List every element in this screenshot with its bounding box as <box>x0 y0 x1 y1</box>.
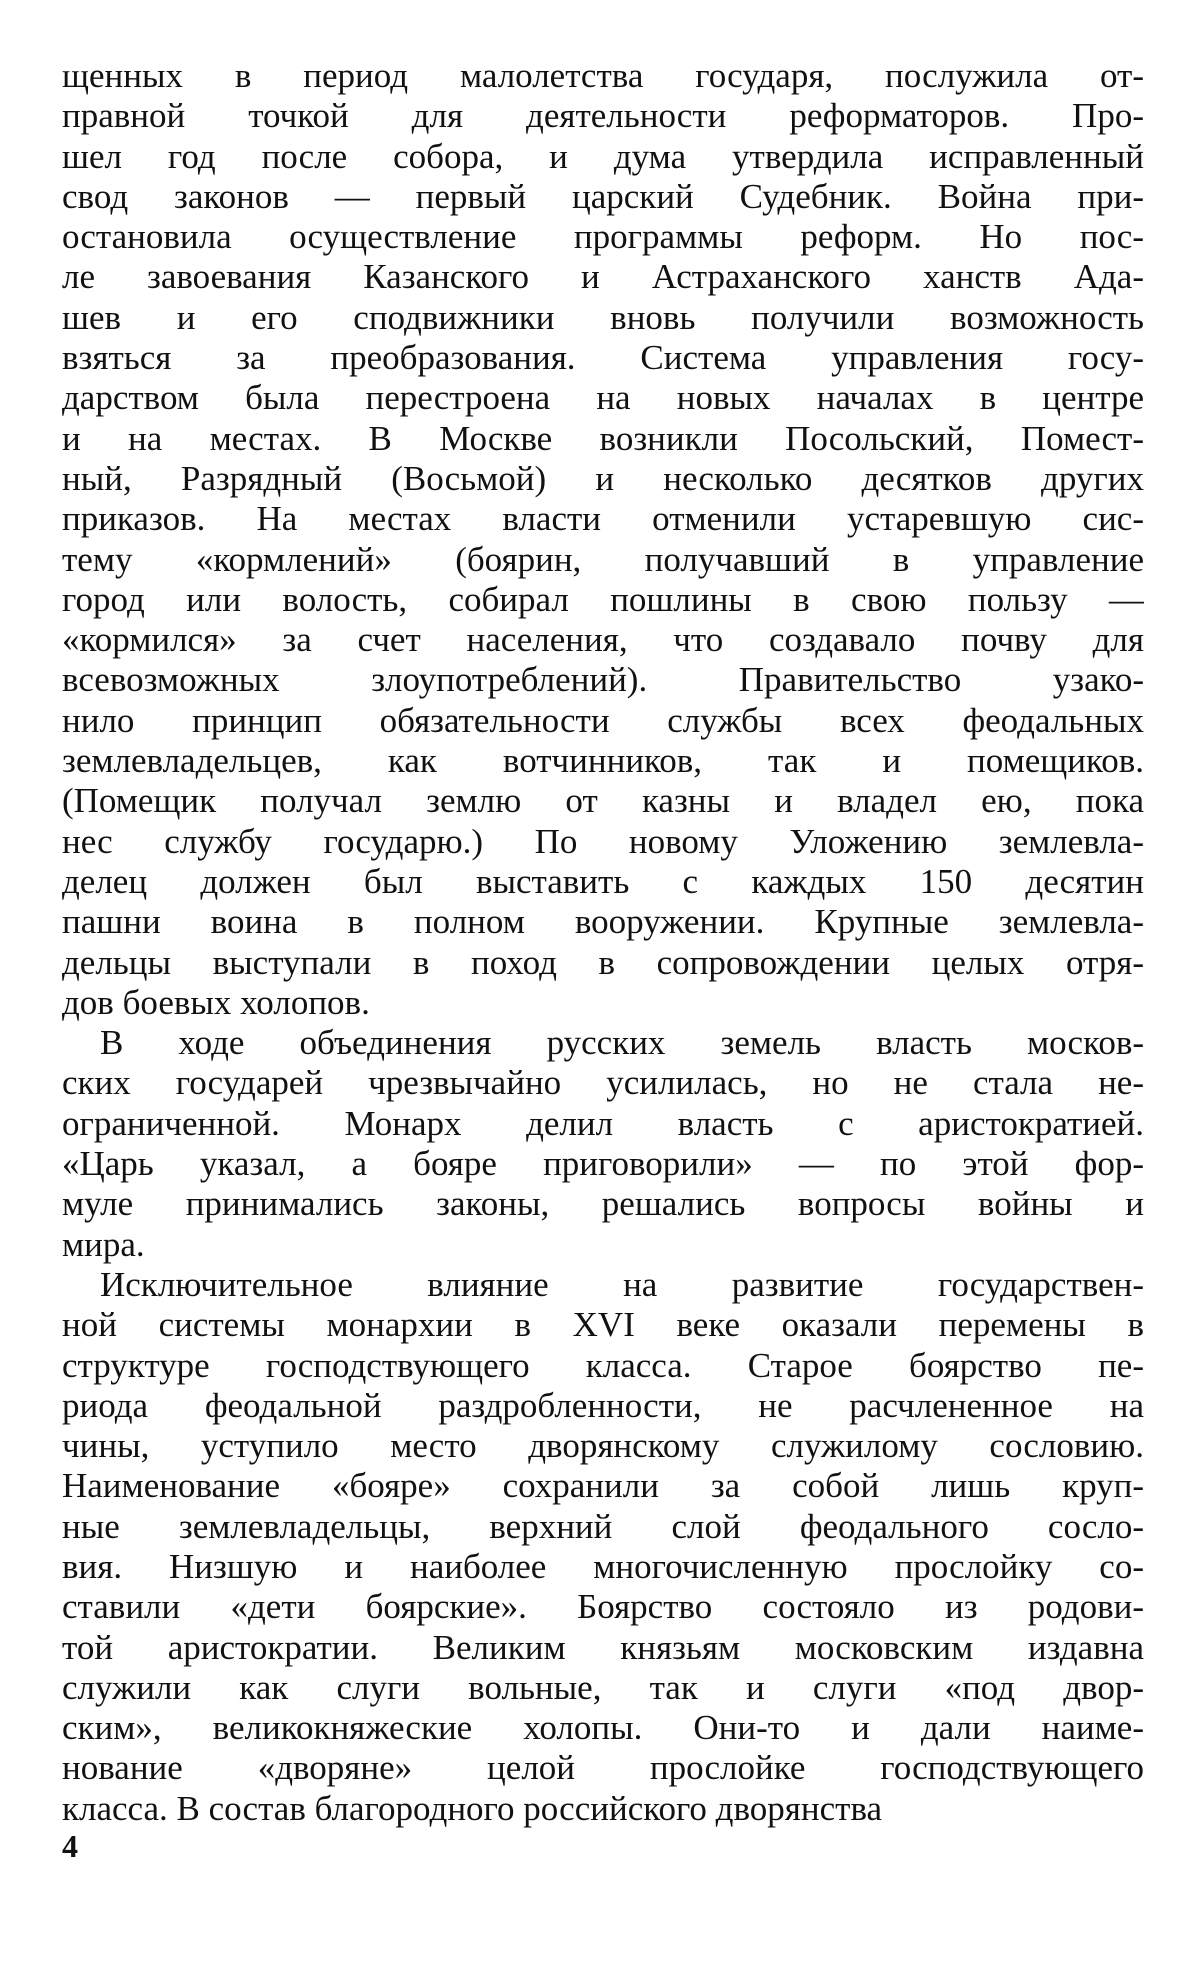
text-line: свод законов — первый царский Судебник. Война при- <box>62 176 1144 216</box>
text-line: дов боевых холопов. <box>62 982 370 1022</box>
text-line: шев и его сподвижники вновь получили возможность <box>62 297 1144 337</box>
text-line: мира. <box>62 1224 145 1264</box>
text-line: Исключительное влияние на развитие государствен- <box>100 1264 1144 1304</box>
text-line: правной точкой для деятельности реформаторов. Про- <box>62 96 1144 136</box>
document-page <box>62 56 1144 1829</box>
text-line: служили как слуги вольные, так и слуги «под двор- <box>62 1667 1144 1707</box>
text-line: приказов. На местах власти отменили устаревшую сис- <box>62 499 1144 539</box>
text-line: «Царь указал, а бояре приговорили» — по этой фор- <box>62 1144 1144 1184</box>
text-line: структуре господствующего класса. Старое боярство пе- <box>62 1345 1144 1385</box>
paragraph <box>62 56 1144 1023</box>
text-line: ским», великокняжеские холопы. Они-то и дали наиме- <box>62 1708 1144 1748</box>
text-line: В ходе объединения русских земель власть москов- <box>100 1023 1144 1063</box>
text-line: вия. Низшую и наиболее многочисленную прослойку со- <box>62 1546 1144 1586</box>
text-line: ные землевладельцы, верхний слой феодального сосло- <box>62 1506 1144 1546</box>
text-line: (Помещик получал землю от казны и владел ею, пока <box>62 781 1144 821</box>
text-line: взяться за преобразования. Система управления госу- <box>62 338 1144 378</box>
text-line: «кормился» за счет населения, что создавало почву для <box>62 620 1144 660</box>
text-line: ставили «дети боярские». Боярство состояло из родови- <box>62 1587 1144 1627</box>
text-line: дарством была перестроена на новых началах в центре <box>62 378 1144 418</box>
text-line: землевладельцев, как вотчинников, так и помещиков. <box>62 741 1144 781</box>
text-line: Наименование «бояре» сохранили за собой лишь круп- <box>62 1466 1144 1506</box>
text-line: делец должен был выставить с каждых 150 десятин <box>62 861 1144 901</box>
text-line: город или волость, собирал пошлины в свою пользу — <box>62 579 1144 619</box>
text-line: ной системы монархии в XVI веке оказали перемены в <box>62 1305 1144 1345</box>
text-line: чины, уступило место дворянскому служилому сословию. <box>62 1426 1144 1466</box>
text-line: ограниченной. Монарх делил власть с аристократией. <box>62 1103 1144 1143</box>
text-line: дельцы выступали в поход в сопровождении целых отря- <box>62 942 1144 982</box>
text-line: ле завоевания Казанского и Астраханского ханств Ада- <box>62 257 1144 297</box>
text-line: риода феодальной раздробленности, не расчлененное на <box>62 1385 1144 1425</box>
text-line: пашни воина в полном вооружении. Крупные землевла- <box>62 902 1144 942</box>
text-line: той аристократии. Великим князьям московским издавна <box>62 1627 1144 1667</box>
paragraph <box>62 1023 1144 1265</box>
text-line: муле принимались законы, решались вопросы войны и <box>62 1184 1144 1224</box>
text-line: нование «дворяне» целой прослойке господствующего <box>62 1748 1144 1788</box>
paragraph <box>62 1265 1144 1829</box>
text-line: всевозможных злоупотреблений). Правительство узако- <box>62 660 1144 700</box>
text-line: тему «кормлений» (боярин, получавший в управление <box>62 539 1144 579</box>
text-line: нес службу государю.) По новому Уложению землевла- <box>62 821 1144 861</box>
text-line: нило принцип обязательности службы всех феодальных <box>62 700 1144 740</box>
page-number: 4 <box>62 1828 78 1864</box>
text-line: шел год после собора, и дума утвердила исправленный <box>62 136 1144 176</box>
text-line: и на местах. В Москве возникли Посольский, Помест- <box>62 418 1144 458</box>
text-line: ный, Разрядный (Восьмой) и несколько десятков других <box>62 458 1144 498</box>
text-line: щенных в период малолетства государя, послужила от- <box>62 56 1144 95</box>
text-line: остановила осуществление программы реформ. Но пос- <box>62 217 1144 257</box>
text-line: ских государей чрезвычайно усилилась, но не стала не- <box>62 1063 1144 1103</box>
text-line: класса. В состав благородного российского дворянства <box>62 1788 883 1828</box>
body-text <box>62 56 1144 1829</box>
